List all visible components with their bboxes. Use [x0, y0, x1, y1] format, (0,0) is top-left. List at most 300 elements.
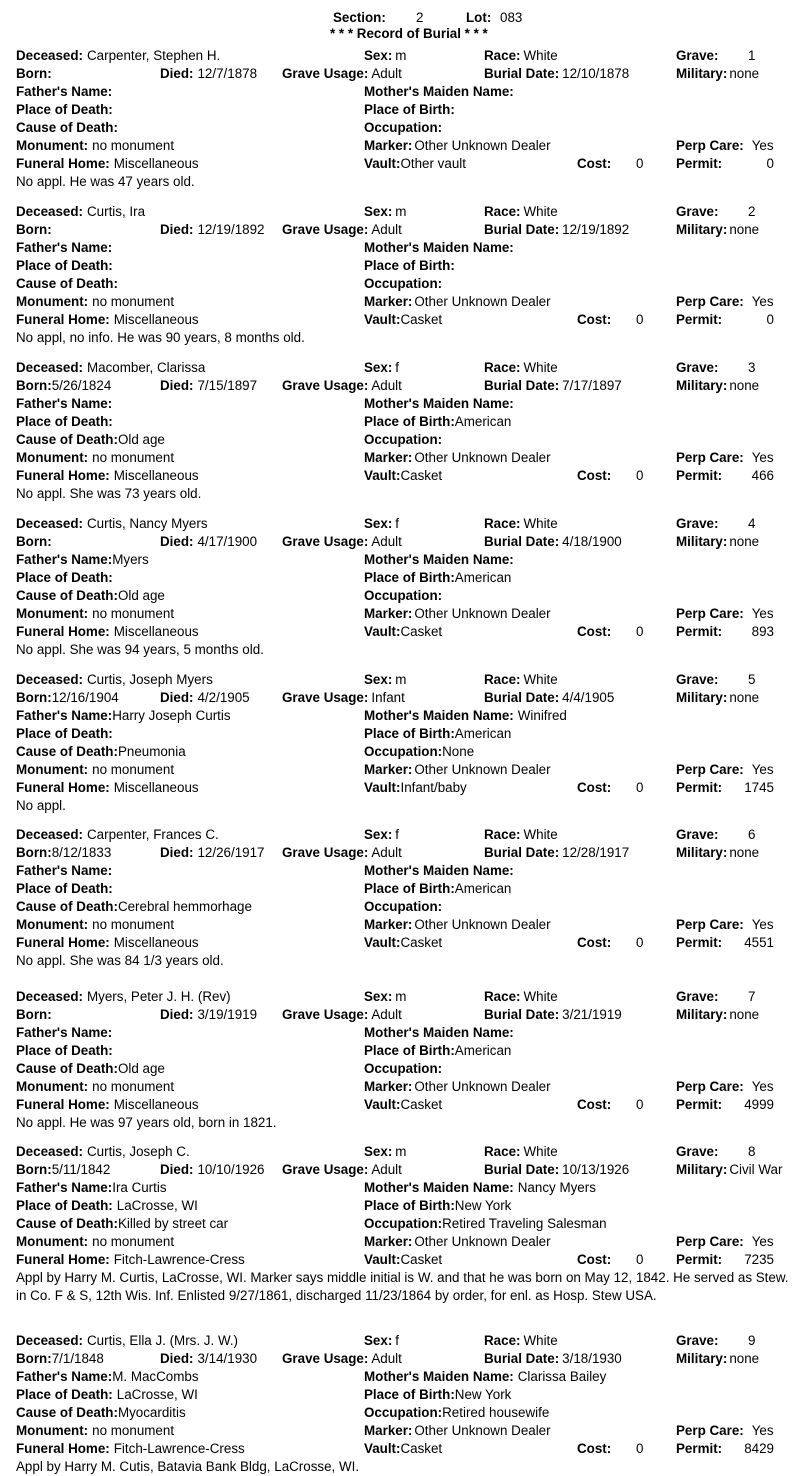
- record-line: [0, 689, 800, 707]
- deceased-field-value: Carpenter, Stephen H.: [87, 48, 221, 63]
- permit-label: Permit:: [676, 1441, 723, 1456]
- race-field: [484, 1332, 558, 1350]
- record-line: [0, 1368, 800, 1386]
- place-of-death-field-label: Place of Death:: [16, 1043, 113, 1058]
- place-of-birth-field: [364, 257, 455, 275]
- mother-field-label: Mother's Maiden Name:: [364, 240, 514, 255]
- died-field-label: Died:: [160, 1351, 194, 1366]
- permit-label: Permit:: [676, 312, 723, 327]
- occupation-field: [364, 1215, 607, 1233]
- died-field-value: 4/2/1905: [197, 690, 250, 705]
- section-lot-header: [0, 10, 800, 26]
- deceased-field-label: Deceased:: [16, 989, 83, 1004]
- vault-field-value: Infant/baby: [400, 780, 467, 795]
- place-of-birth-field-value: New York: [454, 1198, 512, 1213]
- cause-of-death-field-value: Cerebral hemmorhage: [117, 899, 252, 914]
- father-field-label: Father's Name:: [16, 552, 113, 567]
- father-field-value: Myers: [112, 552, 149, 567]
- mother-field-label: Mother's Maiden Name:: [364, 396, 514, 411]
- cause-of-death-field-value: Pneumonia: [117, 744, 186, 759]
- place-of-death-field-label: Place of Death:: [16, 570, 113, 585]
- race-field-label: Race:: [484, 827, 521, 842]
- mother-field-label: Mother's Maiden Name:: [364, 552, 514, 567]
- grave-usage-field: [282, 221, 402, 239]
- place-of-death-field: [16, 1197, 198, 1215]
- grave-usage-field-value: Adult: [371, 1162, 402, 1177]
- vault-field-value: Casket: [400, 935, 443, 950]
- funeral-home-field-label: Funeral Home:: [16, 468, 110, 483]
- permit-value: 466: [751, 468, 774, 483]
- permit-label: Permit:: [676, 624, 723, 639]
- marker-field-label: Marker:: [364, 606, 413, 621]
- cost-value: 0: [636, 1097, 644, 1112]
- record-line: [0, 533, 800, 551]
- cost-label: Cost:: [577, 624, 612, 639]
- grave-usage-field-label: Grave Usage:: [282, 845, 369, 860]
- mother-field: [364, 1024, 518, 1042]
- cause-of-death-field: [16, 1060, 165, 1078]
- perp-care-field-label: Perp Care:: [676, 606, 744, 621]
- race-field: [484, 988, 558, 1006]
- record-line: [0, 65, 800, 83]
- section-label: Section:: [333, 10, 386, 25]
- cause-of-death-field: [16, 743, 186, 761]
- marker-field-value: Other Unknown Dealer: [414, 1234, 551, 1249]
- died-field-label: Died:: [160, 1162, 194, 1177]
- funeral-home-field-value: Miscellaneous: [113, 312, 199, 327]
- sex-field-label: Sex:: [364, 360, 393, 375]
- record-line: [0, 239, 800, 257]
- place-of-birth-field: [364, 413, 511, 431]
- military-field-value: none: [729, 378, 760, 393]
- race-field: [484, 47, 558, 65]
- mother-field-label: Mother's Maiden Name:: [364, 863, 514, 878]
- vault-field-value: Casket: [400, 312, 443, 327]
- record-line: [0, 1215, 800, 1233]
- sex-field-value: f: [395, 1333, 400, 1348]
- born-field-label: Born:: [16, 845, 52, 860]
- place-of-birth-field: [364, 1042, 511, 1060]
- military-field-value: none: [729, 690, 760, 705]
- burial-date-field-value: 3/21/1919: [562, 1007, 622, 1022]
- race-field-label: Race:: [484, 672, 521, 687]
- father-field: [16, 395, 112, 413]
- father-field: [16, 551, 149, 569]
- cause-of-death-field: [16, 587, 165, 605]
- born-field: [16, 1350, 104, 1368]
- born-field-value: 5/11/1842: [51, 1162, 111, 1177]
- place-of-death-field-value: LaCrosse, WI: [116, 1198, 198, 1213]
- sex-field-label: Sex:: [364, 989, 393, 1004]
- military-field-value: none: [729, 222, 760, 237]
- died-field-value: 12/19/1892: [197, 222, 265, 237]
- place-of-birth-field-label: Place of Birth:: [364, 102, 455, 117]
- grave-usage-field: [282, 377, 402, 395]
- funeral-home-field-label: Funeral Home:: [16, 624, 110, 639]
- record-notes: No appl. He was 47 years old.: [16, 174, 195, 189]
- record-line: [0, 449, 800, 467]
- mother-field-value: Winifred: [517, 708, 567, 723]
- born-field: [16, 221, 52, 239]
- vault-field: [364, 779, 467, 797]
- born-field: [16, 689, 119, 707]
- grave-value: 2: [748, 204, 756, 219]
- cost-label: Cost:: [577, 468, 612, 483]
- record-line: [0, 898, 800, 916]
- monument-field-label: Monument:: [16, 1234, 89, 1249]
- sex-field: [364, 988, 406, 1006]
- grave-value: 3: [748, 360, 756, 375]
- grave-usage-field-value: Adult: [371, 1007, 402, 1022]
- cause-of-death-field-value: Myocarditis: [117, 1405, 186, 1420]
- vault-field-label: Vault:: [364, 156, 401, 171]
- perp-care-field-label: Perp Care:: [676, 1234, 744, 1249]
- mother-field: [364, 395, 518, 413]
- mother-field: [364, 83, 518, 101]
- funeral-home-field-value: Miscellaneous: [113, 935, 199, 950]
- grave-usage-field: [282, 844, 402, 862]
- record-line: [0, 1332, 800, 1350]
- perp-care-field-value: Yes: [751, 138, 774, 153]
- father-field-label: Father's Name:: [16, 1369, 113, 1384]
- mother-field: [364, 862, 518, 880]
- burial-date-field: [484, 689, 640, 707]
- permit-label: Permit:: [676, 468, 723, 483]
- place-of-death-field: [16, 1042, 117, 1060]
- grave-value: 5: [748, 672, 756, 687]
- sex-field-value: m: [395, 204, 407, 219]
- permit-label: Permit:: [676, 780, 723, 795]
- cause-of-death-field: [16, 898, 252, 916]
- cause-of-death-field: [16, 119, 118, 137]
- born-field: [16, 1006, 52, 1024]
- military-field: [676, 1006, 800, 1024]
- place-of-birth-field-value: American: [454, 1043, 512, 1058]
- race-field-label: Race:: [484, 360, 521, 375]
- deceased-field: [16, 47, 220, 65]
- died-field: [160, 377, 257, 395]
- record-line: [0, 1386, 800, 1404]
- record-line: [0, 1161, 800, 1179]
- cost-value: 0: [636, 935, 644, 950]
- marker-field-value: Other Unknown Dealer: [414, 1423, 551, 1438]
- born-field-value: 8/12/1833: [51, 845, 112, 860]
- sex-field-value: f: [395, 516, 400, 531]
- occupation-field: [364, 1060, 442, 1078]
- record-line: [0, 1078, 800, 1096]
- died-field-label: Died:: [160, 534, 194, 549]
- burial-date-field-value: 3/18/1930: [562, 1351, 622, 1366]
- deceased-field: [16, 359, 205, 377]
- cost-value: 0: [636, 1252, 644, 1267]
- funeral-home-field: [16, 467, 199, 485]
- died-field: [160, 844, 265, 862]
- marker-field-value: Other Unknown Dealer: [414, 450, 551, 465]
- sex-field-label: Sex:: [364, 204, 393, 219]
- race-field-value: White: [523, 516, 558, 531]
- monument-field: [16, 449, 174, 467]
- deceased-field-value: Myers, Peter J. H. (Rev): [87, 989, 231, 1004]
- born-field-value: 7/1/1848: [51, 1351, 104, 1366]
- marker-field-label: Marker:: [364, 917, 413, 932]
- born-field-label: Born:: [16, 1351, 52, 1366]
- sex-field: [364, 1332, 399, 1350]
- perp-care-field-value: Yes: [751, 606, 774, 621]
- occupation-field-label: Occupation:: [364, 1061, 443, 1076]
- burial-date-field: [484, 377, 640, 395]
- vault-field: [364, 1440, 442, 1458]
- record-notes: Appl by Harry M. Cutis, Batavia Bank Bldg, LaCrosse, WI.: [16, 1459, 360, 1474]
- died-field: [160, 1350, 257, 1368]
- race-field-label: Race:: [484, 204, 521, 219]
- permit-value: 0: [766, 312, 774, 327]
- grave-usage-field: [282, 65, 402, 83]
- race-field: [484, 671, 558, 689]
- sex-field-label: Sex:: [364, 48, 393, 63]
- sex-field-value: m: [395, 1144, 407, 1159]
- grave-usage-field-value: Adult: [371, 534, 402, 549]
- cost-value: 0: [636, 780, 644, 795]
- monument-field-value: no monument: [92, 138, 175, 153]
- died-field-label: Died:: [160, 1007, 194, 1022]
- mother-field: [364, 239, 518, 257]
- burial-date-field-value: 7/17/1897: [562, 378, 622, 393]
- cost-label: Cost:: [577, 1441, 612, 1456]
- burial-date-field-label: Burial Date:: [484, 378, 560, 393]
- race-field-value: White: [523, 672, 558, 687]
- deceased-field: [16, 203, 145, 221]
- record-line: [0, 275, 800, 293]
- race-field-value: White: [523, 1144, 558, 1159]
- sex-field: [364, 47, 406, 65]
- cause-of-death-field: [16, 275, 118, 293]
- deceased-field-label: Deceased:: [16, 204, 83, 219]
- died-field-label: Died:: [160, 222, 194, 237]
- monument-field-label: Monument:: [16, 606, 89, 621]
- died-field: [160, 1161, 265, 1179]
- monument-field-value: no monument: [92, 1079, 175, 1094]
- military-field-label: Military:: [676, 66, 728, 81]
- military-field: [676, 65, 800, 83]
- military-field: [676, 844, 800, 862]
- place-of-death-field-label: Place of Death:: [16, 881, 113, 896]
- record-line: [0, 101, 800, 119]
- perp-care-field-value: Yes: [751, 917, 774, 932]
- monument-field-label: Monument:: [16, 762, 89, 777]
- born-field-label: Born:: [16, 222, 52, 237]
- military-field: [676, 221, 800, 239]
- deceased-field-value: Curtis, Nancy Myers: [87, 516, 208, 531]
- occupation-field: [364, 119, 442, 137]
- place-of-birth-field-label: Place of Birth:: [364, 726, 455, 741]
- vault-field-label: Vault:: [364, 1097, 401, 1112]
- place-of-death-field: [16, 101, 117, 119]
- cause-of-death-field-label: Cause of Death:: [16, 744, 118, 759]
- military-field-value: none: [729, 845, 760, 860]
- place-of-death-field-label: Place of Death:: [16, 414, 113, 429]
- marker-field: [364, 137, 551, 155]
- record-line: [0, 934, 800, 952]
- perp-care-field: [676, 605, 774, 623]
- record-line: [0, 221, 800, 239]
- occupation-field-label: Occupation:: [364, 1216, 443, 1231]
- burial-date-field-value: 10/13/1926: [562, 1162, 630, 1177]
- race-field: [484, 515, 558, 533]
- father-field-label: Father's Name:: [16, 396, 113, 411]
- funeral-home-field-label: Funeral Home:: [16, 1097, 110, 1112]
- record-line: [0, 515, 800, 533]
- cause-of-death-field-label: Cause of Death:: [16, 1061, 118, 1076]
- place-of-birth-field: [364, 569, 511, 587]
- military-field-label: Military:: [676, 222, 728, 237]
- perp-care-field-label: Perp Care:: [676, 1079, 744, 1094]
- occupation-field-label: Occupation:: [364, 120, 443, 135]
- funeral-home-field: [16, 779, 199, 797]
- monument-field-label: Monument:: [16, 294, 89, 309]
- perp-care-field-label: Perp Care:: [676, 1423, 744, 1438]
- born-field-label: Born:: [16, 534, 52, 549]
- occupation-field-label: Occupation:: [364, 899, 443, 914]
- died-field: [160, 533, 257, 551]
- monument-field: [16, 1422, 174, 1440]
- cause-of-death-field: [16, 431, 165, 449]
- grave-label: Grave:: [676, 1144, 719, 1159]
- funeral-home-field: [16, 155, 199, 173]
- record-line: [0, 761, 800, 779]
- place-of-birth-field-label: Place of Birth:: [364, 1198, 455, 1213]
- perp-care-field-value: Yes: [751, 450, 774, 465]
- race-field: [484, 826, 558, 844]
- mother-field-label: Mother's Maiden Name:: [364, 1180, 514, 1195]
- funeral-home-field-label: Funeral Home:: [16, 1252, 110, 1267]
- born-field-label: Born:: [16, 1162, 52, 1177]
- marker-field: [364, 1233, 551, 1251]
- marker-field: [364, 293, 551, 311]
- sex-field-value: f: [395, 360, 400, 375]
- vault-field: [364, 467, 442, 485]
- sex-field-label: Sex:: [364, 516, 393, 531]
- monument-field: [16, 1233, 174, 1251]
- record-line: [0, 257, 800, 275]
- record-line: [0, 413, 800, 431]
- sex-field-value: m: [395, 672, 407, 687]
- cause-of-death-field-label: Cause of Death:: [16, 588, 118, 603]
- grave-usage-field-value: Infant: [371, 690, 405, 705]
- funeral-home-field: [16, 1096, 199, 1114]
- occupation-field-value: Retired Traveling Salesman: [442, 1216, 607, 1231]
- monument-field-value: no monument: [92, 606, 175, 621]
- father-field: [16, 1179, 167, 1197]
- mother-field-value: Nancy Myers: [517, 1180, 596, 1195]
- place-of-birth-field-value: New York: [454, 1387, 512, 1402]
- cost-value: 0: [636, 1441, 644, 1456]
- permit-value: 8429: [744, 1441, 774, 1456]
- record-line: [0, 1404, 800, 1422]
- permit-value: 7235: [744, 1252, 774, 1267]
- marker-field-value: Other Unknown Dealer: [414, 762, 551, 777]
- deceased-field-value: Carpenter, Frances C.: [87, 827, 219, 842]
- marker-field-label: Marker:: [364, 138, 413, 153]
- sex-field: [364, 671, 406, 689]
- monument-field-value: no monument: [92, 1423, 175, 1438]
- military-field-value: none: [729, 1351, 760, 1366]
- race-field-value: White: [523, 827, 558, 842]
- died-field-value: 3/14/1930: [197, 1351, 258, 1366]
- occupation-field: [364, 275, 442, 293]
- permit-label: Permit:: [676, 935, 723, 950]
- grave-value: 1: [748, 48, 756, 63]
- occupation-field-value: None: [442, 744, 475, 759]
- record-line: [0, 988, 800, 1006]
- record-line: [0, 1440, 800, 1458]
- occupation-field-label: Occupation:: [364, 1405, 443, 1420]
- monument-field-label: Monument:: [16, 1423, 89, 1438]
- record-notes: No appl.: [16, 798, 66, 813]
- perp-care-field: [676, 916, 774, 934]
- father-field: [16, 239, 112, 257]
- record-line: [0, 203, 800, 221]
- vault-field-value: Casket: [400, 1097, 443, 1112]
- race-field: [484, 203, 558, 221]
- sex-field: [364, 359, 399, 377]
- burial-date-field-label: Burial Date:: [484, 534, 560, 549]
- grave-usage-field-value: Adult: [371, 66, 402, 81]
- cost-label: Cost:: [577, 780, 612, 795]
- occupation-field-value: Retired housewife: [442, 1405, 550, 1420]
- permit-label: Permit:: [676, 1097, 723, 1112]
- monument-field: [16, 916, 174, 934]
- perp-care-field-label: Perp Care:: [676, 917, 744, 932]
- born-field: [16, 65, 52, 83]
- mother-field: [364, 1179, 596, 1197]
- military-field-label: Military:: [676, 378, 728, 393]
- died-field-value: 10/10/1926: [197, 1162, 265, 1177]
- deceased-field: [16, 1143, 190, 1161]
- died-field-label: Died:: [160, 66, 194, 81]
- funeral-home-field-value: Miscellaneous: [113, 624, 199, 639]
- deceased-field-label: Deceased:: [16, 672, 83, 687]
- place-of-death-field: [16, 1386, 198, 1404]
- deceased-field-value: Curtis, Joseph C.: [87, 1144, 190, 1159]
- monument-field-value: no monument: [92, 762, 175, 777]
- burial-date-field-value: 4/4/1905: [562, 690, 615, 705]
- sex-field-label: Sex:: [364, 672, 393, 687]
- military-field-label: Military:: [676, 690, 728, 705]
- place-of-death-field: [16, 880, 117, 898]
- funeral-home-field: [16, 311, 199, 329]
- grave-label: Grave:: [676, 204, 719, 219]
- place-of-death-field-label: Place of Death:: [16, 258, 113, 273]
- funeral-home-field-label: Funeral Home:: [16, 156, 110, 171]
- race-field-value: White: [523, 1333, 558, 1348]
- vault-field-label: Vault:: [364, 1441, 401, 1456]
- funeral-home-field: [16, 623, 199, 641]
- record-line: [0, 311, 800, 329]
- burial-date-field: [484, 844, 640, 862]
- occupation-field: [364, 743, 474, 761]
- monument-field: [16, 1078, 174, 1096]
- monument-field-value: no monument: [92, 1234, 175, 1249]
- grave-usage-field-label: Grave Usage:: [282, 222, 369, 237]
- burial-date-field-label: Burial Date:: [484, 1162, 560, 1177]
- grave-usage-field-value: Adult: [371, 222, 402, 237]
- record-line: [0, 1233, 800, 1251]
- sex-field-value: m: [395, 48, 407, 63]
- died-field: [160, 221, 265, 239]
- place-of-birth-field: [364, 1386, 511, 1404]
- perp-care-field-value: Yes: [751, 1423, 774, 1438]
- race-field-label: Race:: [484, 989, 521, 1004]
